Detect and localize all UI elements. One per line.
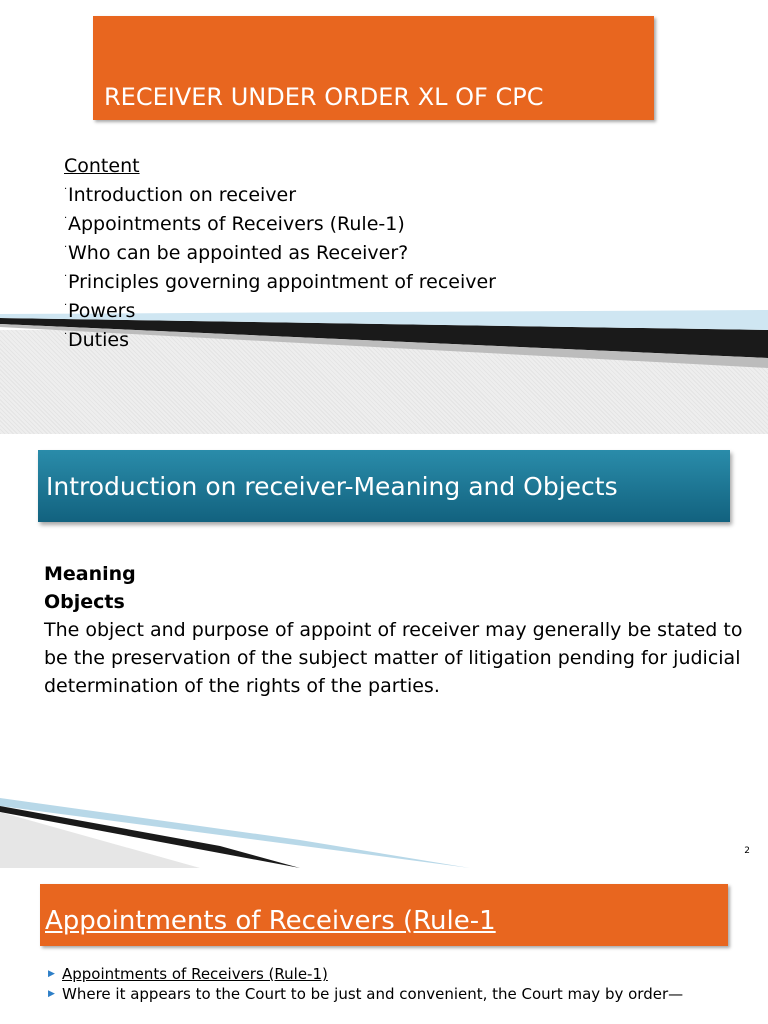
slide-1	[0, 0, 768, 434]
list-item: ·Appointments of Receivers (Rule-1)	[64, 210, 496, 239]
slide-title: Introduction on receiver-Meaning and Objects	[46, 472, 618, 501]
slide-title: Appointments of Receivers (Rule-1	[45, 906, 496, 936]
list-item: ▶ Appointments of Receivers (Rule-1)	[48, 965, 328, 983]
content-list	[64, 152, 496, 355]
list-item: ·Introduction on receiver	[64, 181, 496, 210]
triangle-bullet-icon: ▶	[48, 989, 55, 999]
decorative-swoosh	[0, 784, 768, 868]
bullet-icon: ·	[64, 213, 68, 224]
slide-3	[0, 868, 768, 1024]
objects-paragraph: The object and purpose of appoint of receiver may generally be stated to be the preservation of the subject matter of litigation pending for judicial determination of the rights of the parties.	[44, 619, 743, 697]
list-item: ·Principles governing appointment of receiver	[64, 268, 496, 297]
slide-body	[48, 964, 748, 1004]
list-item: ·Duties	[64, 326, 496, 355]
list-item: ·Who can be appointed as Receiver?	[64, 239, 496, 268]
list-item: ▶ Where it appears to the Court to be just and convenient, the Court may by order—	[48, 985, 684, 1003]
triangle-bullet-icon: ▶	[48, 969, 55, 979]
objects-label: Objects	[44, 591, 125, 613]
bullet-icon: ·	[64, 300, 68, 311]
bullet-icon: ·	[64, 271, 68, 282]
bullet-icon: ·	[64, 329, 68, 340]
meaning-label: Meaning	[44, 563, 136, 585]
slide-body	[44, 560, 744, 700]
slide-title: RECEIVER UNDER ORDER XL OF CPC	[104, 83, 544, 111]
bullet-icon: ·	[64, 184, 68, 195]
page-number: 2	[744, 846, 750, 856]
bullet-icon: ·	[64, 242, 68, 253]
slide-2	[0, 434, 768, 868]
content-heading: Content	[64, 155, 140, 177]
list-item: ·Powers	[64, 297, 496, 326]
